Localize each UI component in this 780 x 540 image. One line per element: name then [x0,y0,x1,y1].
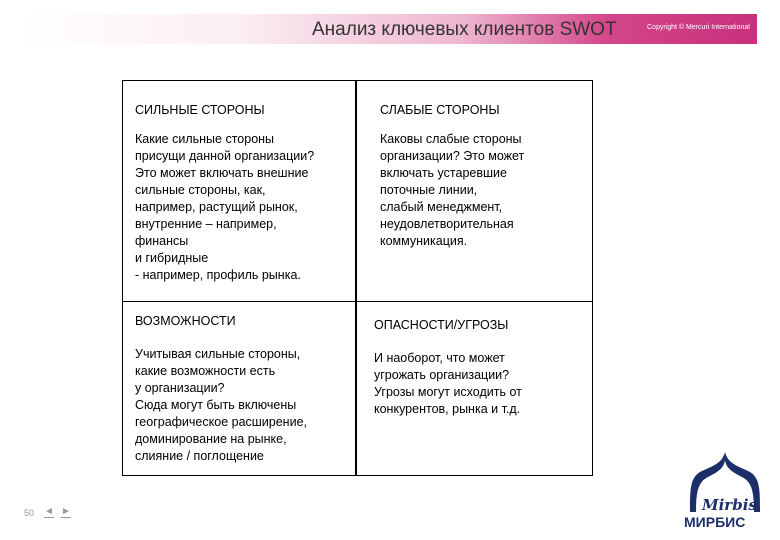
logo-script: Mirbis [702,496,757,514]
slide-title: Анализ ключевых клиентов SWOT [312,19,617,40]
weaknesses-text: Каковы слабые стороны организации? Это может включать устаревшие поточные линии, слабый менеджмент, неудовлетворительная коммуникация. [380,132,525,248]
prev-slide-button[interactable]: ◄ [44,506,54,517]
opportunities-heading: ВОЗМОЖНОСТИ [135,314,236,328]
threats-heading: ОПАСНОСТИ/УГРОЗЫ [374,318,509,332]
opportunities-text: Учитывая сильные стороны, какие возможности есть у организации? Сюда могут быть включены географическое расширение, доминирование на рынке, слияние / поглощение [135,347,307,463]
divider-horizontal [122,301,593,302]
threats-text: И наоборот, что может угрожать организации? Угрозы могут исходить от конкурентов, рынка и т.д. [374,351,522,416]
strengths-cell [135,102,350,284]
mirbis-logo [684,450,766,532]
threats-cell [374,317,584,418]
weaknesses-cell [380,102,585,250]
logo-text: МИРБИС [684,514,746,530]
opportunities-cell [135,313,350,465]
strengths-heading: СИЛЬНЫЕ СТОРОНЫ [135,103,265,117]
divider-vertical [355,80,357,476]
weaknesses-heading: СЛАБЫЕ СТОРОНЫ [380,103,500,117]
strengths-text: Какие сильные стороны присущи данной организации? Это может включать внешние сильные стороны, как, например, растущий рынок, внутренние – например, финансы и гибридные - например, профиль рынка. [135,132,315,282]
next-slide-button[interactable]: ► [61,506,71,517]
page-number: 50 [24,508,35,518]
copyright: Copyright © Mercuri International [647,24,750,31]
